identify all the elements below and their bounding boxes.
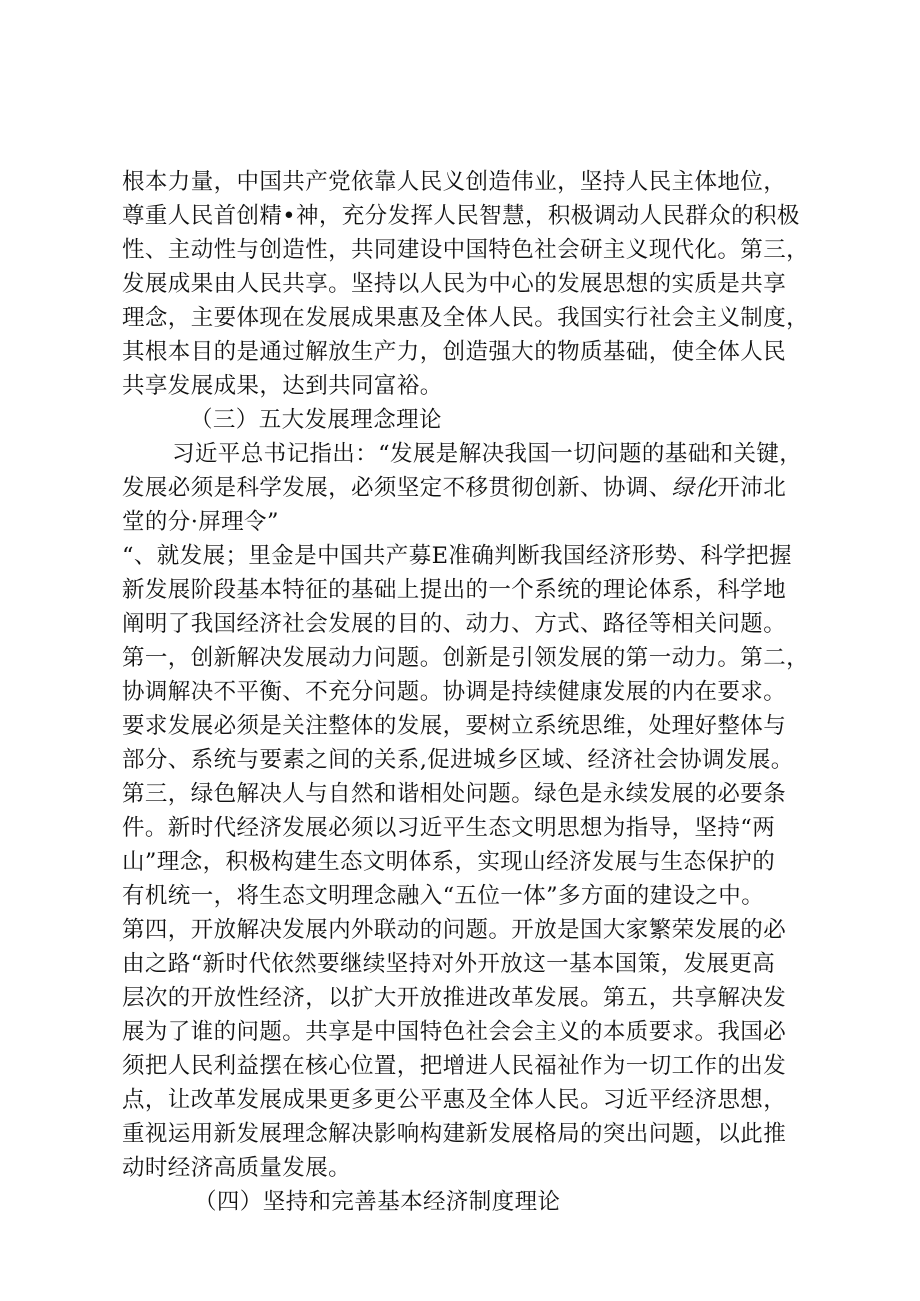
text-line: 发展成果由人民共享。坚持以人民为中心的发展思想的实质是共享 [122, 271, 787, 297]
text-line: 第三，绿色解决人与自然和谐相处问题。绿色是永续发展的必要条 [122, 781, 787, 807]
text-line: 共享发展成果，达到共同富裕。 [122, 373, 443, 399]
text-line: “、就发展；里金是中国共产募E准确判断我国经济形势、科学把握 [122, 543, 792, 569]
text-line: 重视运用新发展理念解决影响构建新发展格局的突出问题，以此推 [122, 1121, 787, 1147]
text-line: 山”理念，积极构建生态文明体系，实现山经济发展与生态保护的 [122, 849, 776, 875]
text-line: 点，让改革发展成果更多更公平惠及全体人民。习近平经济思想， [122, 1087, 787, 1113]
text-line: 尊重人民首创精•神，充分发挥人民智慧，积极调动人民群众的积极 [122, 203, 800, 229]
text-line: 第四，开放解决发展内外联动的问题。开放是国大家繁荣发展的必 [122, 917, 787, 943]
text-line: 堂的分·屏理令” [122, 509, 279, 535]
text-line: 第一，创新解决发展动力问题。创新是引领发展的第一动力。第二， [122, 645, 810, 671]
text-line: 协调解决不平衡、不充分问题。协调是持续健康发展的内在要求。 [122, 679, 787, 705]
section-heading-3: （三）五大发展理念理论 [190, 407, 442, 433]
text-segment: 开沛北 [717, 475, 787, 501]
text-line: 根本力量，中国共产党依靠人民义创造伟业，坚持人民主体地位， [122, 169, 787, 195]
text-line: 由之路“新时代依然要继续坚持对外开放这一基本国策，发展更高 [122, 951, 776, 977]
text-line: 须把人民利益摆在核心位置，把增进人民福祉作为一切工作的出发 [122, 1053, 787, 1079]
text-line: 展为了谁的问题。共享是中国特色社会会主义的本质要求。我国必 [122, 1019, 787, 1045]
text-line: 其根本目的是通过解放生产力，创造强大的物质基础，使全体人民 [122, 339, 787, 365]
text-line: 部分、系统与要素之间的关系,促进城乡区域、经济社会协调发展。 [122, 747, 794, 773]
italic-text-segment: 绿化 [671, 475, 718, 501]
text-line: 理念，主要体现在发展成果惠及全体人民。我国实行社会主义制度， [122, 305, 810, 331]
text-line: 性、主动性与创造性，共同建设中国特色社会研主义现代化。第三， [122, 237, 810, 263]
text-line: 要求发展必须是关注整体的发展，要树立系统思维，处理好整体与 [122, 713, 787, 739]
text-segment: 发展必须是科学发展，必须坚定不移贯彻创新、协调、 [122, 475, 672, 501]
paragraph-first-line: 习近平总书记指出：“发展是解决我国一切问题的基础和关键， [172, 441, 803, 467]
text-line [122, 471, 786, 505]
text-line: 阐明了我国经济社会发展的目的、动力、方式、路径等相关问题。 [122, 611, 787, 637]
text-line: 件。新时代经济发展必须以习近平生态文明思想为指导，坚持“两 [122, 815, 776, 841]
text-line: 有机统一，将生态文明理念融入“五位一体”多方面的建设之中。 [122, 883, 765, 909]
text-line: 新发展阶段基本特征的基础上提出的一个系统的理论体系，科学地 [122, 577, 787, 603]
text-line: 动时经济高质量发展。 [122, 1155, 352, 1181]
text-line: 层次的开放性经济，以扩大开放推进改革发展。第五，共享解决发 [122, 985, 787, 1011]
section-heading-4: （四）坚持和完善基本经济制度理论 [194, 1189, 561, 1215]
